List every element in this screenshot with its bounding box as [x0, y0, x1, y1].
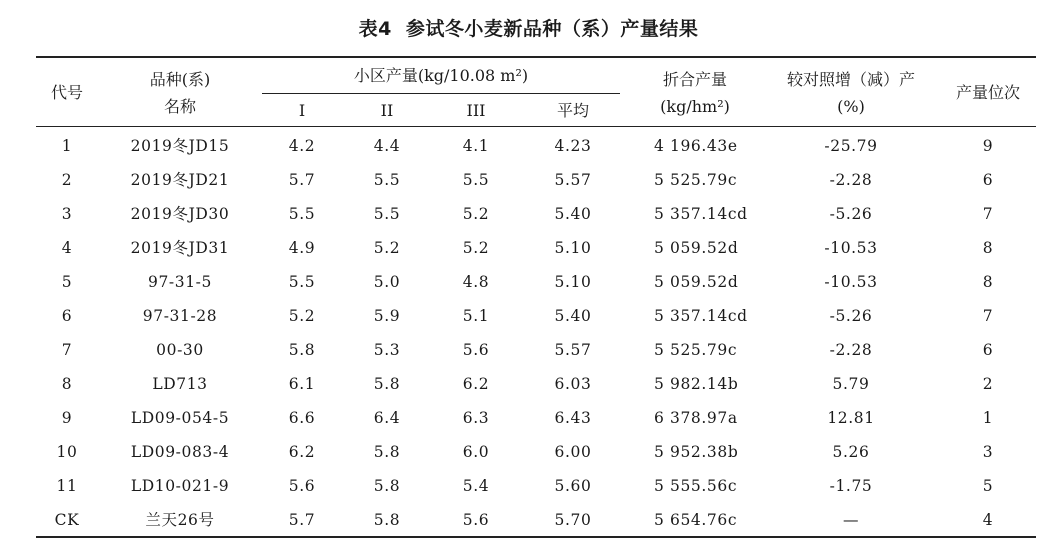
cell-average: 5.40 — [554, 307, 592, 325]
table-caption — [0, 14, 1057, 41]
cell-average: 5.60 — [554, 477, 592, 495]
cell-rep-1: 5.6 — [288, 477, 316, 495]
header-rule — [36, 126, 1036, 127]
cell-name: LD713 — [152, 375, 208, 393]
cell-rep-2: 5.2 — [373, 239, 401, 257]
table-caption-title: 参试冬小麦新品种（系）产量结果 — [405, 18, 699, 40]
cell-name: LD09-054-5 — [130, 409, 230, 427]
cell-rank: 9 — [982, 137, 994, 155]
cell-change: -10.53 — [824, 273, 878, 291]
cell-rank: 3 — [982, 443, 994, 461]
cell-name: 2019冬JD15 — [130, 137, 230, 155]
header-rep-1: I — [298, 101, 306, 120]
cell-code: 8 — [61, 375, 73, 393]
cell-code: 7 — [61, 341, 73, 359]
table-row — [0, 503, 1057, 537]
cell-yield: 6 378.97a — [654, 409, 738, 427]
cell-name: 97-31-28 — [142, 307, 218, 325]
cell-rep-2: 5.5 — [373, 205, 401, 223]
table-caption-number: 表4 — [358, 18, 392, 40]
cell-rep-1: 4.9 — [288, 239, 316, 257]
cell-average: 4.23 — [554, 137, 592, 155]
header-plot-yield: 小区产量(kg/10.08 m²) — [353, 66, 529, 85]
cell-rep-1: 6.1 — [288, 375, 316, 393]
table-row — [0, 367, 1057, 401]
cell-code: 4 — [61, 239, 73, 257]
cell-average: 5.40 — [554, 205, 592, 223]
table-row — [0, 435, 1057, 469]
cell-rank: 2 — [982, 375, 994, 393]
cell-yield: 5 059.52d — [654, 239, 739, 257]
cell-rep-3: 6.3 — [462, 409, 490, 427]
cell-rep-1: 5.2 — [288, 307, 316, 325]
cell-change: 12.81 — [827, 409, 875, 427]
header-name-line1: 品种(系) — [149, 70, 211, 89]
cell-code: 11 — [56, 477, 78, 495]
cell-code: 1 — [61, 137, 73, 155]
table-row — [0, 401, 1057, 435]
cell-name: 97-31-5 — [148, 273, 212, 291]
cell-name: 2019冬JD21 — [130, 171, 230, 189]
cell-average: 6.43 — [554, 409, 592, 427]
cell-yield: 5 654.76c — [654, 511, 738, 529]
cell-rep-1: 6.6 — [288, 409, 316, 427]
cell-rep-2: 5.0 — [373, 273, 401, 291]
cell-average: 6.03 — [554, 375, 592, 393]
cell-rank: 4 — [982, 511, 994, 529]
cell-yield: 5 555.56c — [654, 477, 738, 495]
cell-rep-3: 5.2 — [462, 239, 490, 257]
cell-rep-1: 5.5 — [288, 205, 316, 223]
cell-yield: 4 196.43e — [654, 137, 738, 155]
header-code: 代号 — [50, 83, 83, 102]
cell-rep-2: 5.8 — [373, 511, 401, 529]
cell-change: -5.26 — [829, 307, 873, 325]
cell-rank: 7 — [982, 205, 994, 223]
header-change-line2: (%) — [837, 97, 865, 116]
cell-rep-3: 6.2 — [462, 375, 490, 393]
cell-rep-2: 5.9 — [373, 307, 401, 325]
cell-rep-2: 5.8 — [373, 375, 401, 393]
header-rank: 产量位次 — [955, 83, 1020, 102]
cell-rep-2: 5.8 — [373, 443, 401, 461]
cell-rep-3: 5.4 — [462, 477, 490, 495]
cell-code: 2 — [61, 171, 73, 189]
cell-rep-3: 5.1 — [462, 307, 490, 325]
cell-name: 2019冬JD31 — [130, 239, 230, 257]
cell-change: -25.79 — [824, 137, 878, 155]
cell-name: 兰天26号 — [145, 511, 215, 529]
plot-yield-subrule — [262, 93, 620, 94]
cell-average: 5.57 — [554, 341, 592, 359]
cell-rep-2: 5.8 — [373, 477, 401, 495]
cell-yield: 5 357.14cd — [654, 307, 748, 325]
cell-rep-3: 6.0 — [462, 443, 490, 461]
cell-yield: 5 982.14b — [654, 375, 739, 393]
cell-change: 5.79 — [832, 375, 870, 393]
cell-average: 5.57 — [554, 171, 592, 189]
table-row — [0, 265, 1057, 299]
table-row — [0, 299, 1057, 333]
cell-rep-2: 4.4 — [373, 137, 401, 155]
cell-rep-3: 4.8 — [462, 273, 490, 291]
cell-change: -2.28 — [829, 341, 873, 359]
cell-average: 5.10 — [554, 273, 592, 291]
cell-rep-1: 6.2 — [288, 443, 316, 461]
cell-change: -2.28 — [829, 171, 873, 189]
cell-code: 5 — [61, 273, 73, 291]
cell-average: 5.70 — [554, 511, 592, 529]
cell-rep-2: 5.5 — [373, 171, 401, 189]
cell-rep-1: 5.7 — [288, 171, 316, 189]
cell-change: -1.75 — [829, 477, 873, 495]
cell-code: 6 — [61, 307, 73, 325]
cell-change: 5.26 — [832, 443, 870, 461]
top-rule — [36, 56, 1036, 58]
cell-rep-1: 4.2 — [288, 137, 316, 155]
header-name-line2: 名称 — [163, 97, 196, 116]
header-rep-2: II — [380, 101, 394, 120]
cell-rep-3: 5.6 — [462, 511, 490, 529]
cell-rep-1: 5.7 — [288, 511, 316, 529]
cell-rank: 8 — [982, 239, 994, 257]
cell-change: -5.26 — [829, 205, 873, 223]
cell-average: 5.10 — [554, 239, 592, 257]
cell-rep-2: 5.3 — [373, 341, 401, 359]
cell-rank: 6 — [982, 171, 994, 189]
cell-yield: 5 059.52d — [654, 273, 739, 291]
cell-name: LD10-021-9 — [130, 477, 230, 495]
header-yield-line2: (kg/hm²) — [660, 97, 730, 116]
cell-rep-3: 5.2 — [462, 205, 490, 223]
cell-rep-2: 6.4 — [373, 409, 401, 427]
header-change-line1: 较对照增（减）产 — [786, 70, 915, 89]
cell-code: 3 — [61, 205, 73, 223]
cell-average: 6.00 — [554, 443, 592, 461]
cell-rank: 6 — [982, 341, 994, 359]
cell-code: 10 — [56, 443, 78, 461]
cell-rep-3: 5.5 — [462, 171, 490, 189]
cell-rank: 8 — [982, 273, 994, 291]
cell-code: 9 — [61, 409, 73, 427]
cell-name: 00-30 — [156, 341, 204, 359]
cell-code: CK — [54, 511, 80, 529]
cell-rep-1: 5.5 — [288, 273, 316, 291]
cell-name: LD09-083-4 — [130, 443, 230, 461]
cell-yield: 5 357.14cd — [654, 205, 748, 223]
cell-yield: 5 525.79c — [654, 171, 738, 189]
header-average: 平均 — [556, 101, 589, 120]
cell-rep-3: 5.6 — [462, 341, 490, 359]
header-yield-line1: 折合产量 — [662, 70, 727, 89]
cell-change: — — [842, 511, 860, 529]
cell-name: 2019冬JD30 — [130, 205, 230, 223]
table-row — [0, 197, 1057, 231]
cell-rank: 7 — [982, 307, 994, 325]
header-rep-3: III — [466, 101, 486, 120]
table-row — [0, 469, 1057, 503]
table-row — [0, 129, 1057, 163]
cell-yield: 5 525.79c — [654, 341, 738, 359]
table-row — [0, 163, 1057, 197]
cell-rep-3: 4.1 — [462, 137, 490, 155]
cell-rank: 5 — [982, 477, 994, 495]
cell-yield: 5 952.38b — [654, 443, 739, 461]
cell-change: -10.53 — [824, 239, 878, 257]
table-row — [0, 333, 1057, 367]
table-row — [0, 231, 1057, 265]
cell-rep-1: 5.8 — [288, 341, 316, 359]
cell-rank: 1 — [982, 409, 994, 427]
